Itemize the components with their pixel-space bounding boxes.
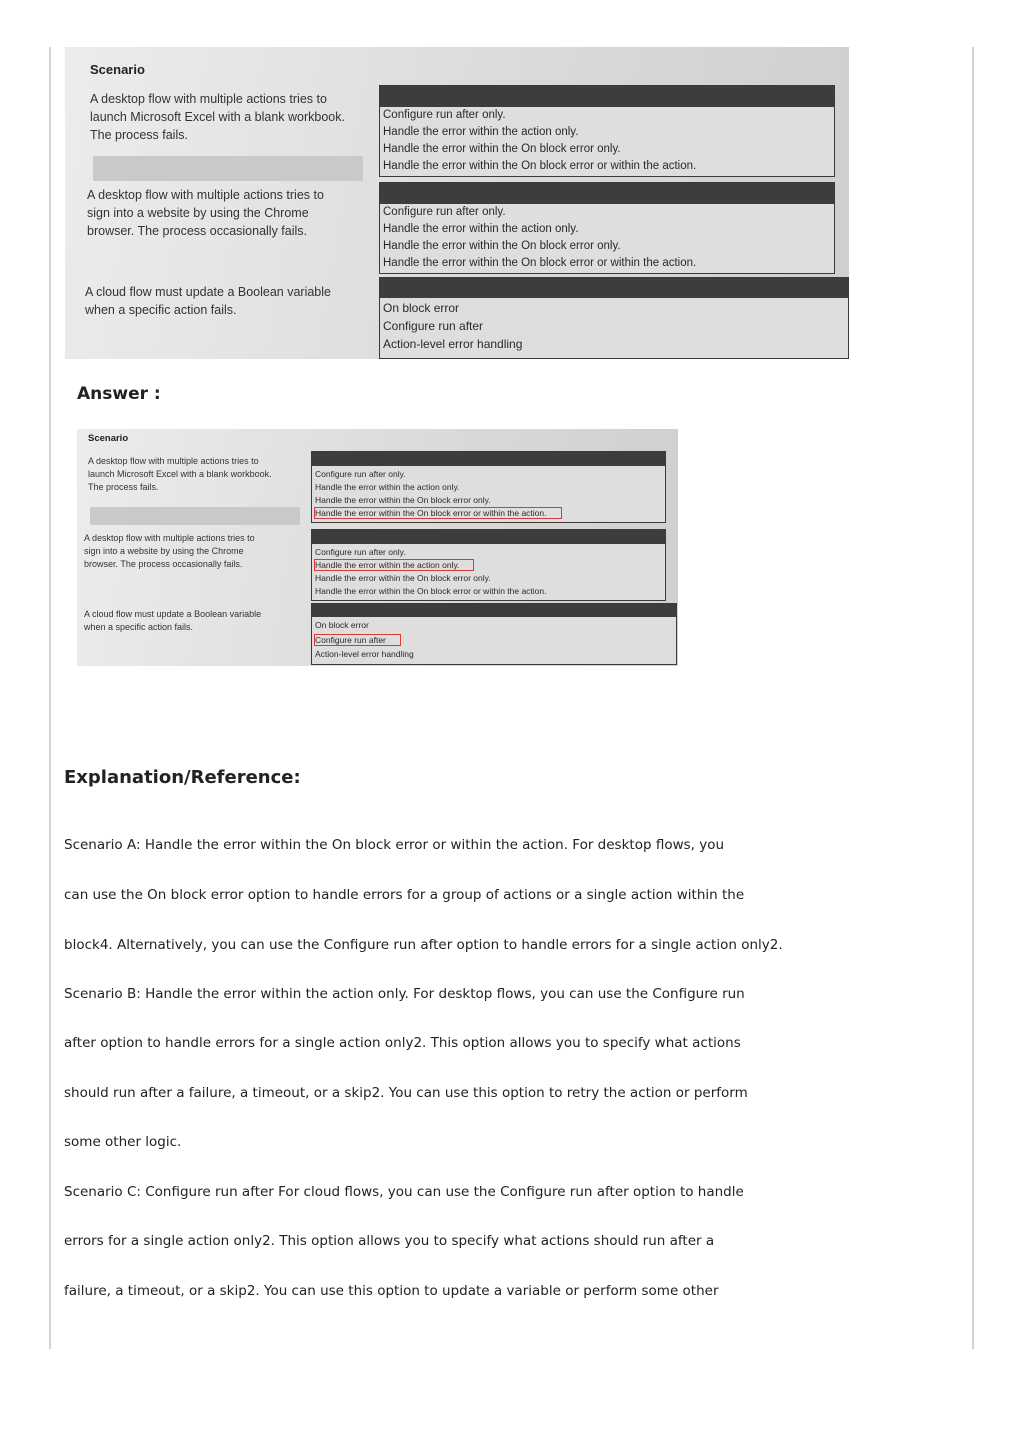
scenario-dropdown[interactable] xyxy=(379,277,849,359)
dropdown-option[interactable]: Handle the error within the On block error only. xyxy=(383,143,621,155)
dropdown-option[interactable]: Handle the error within the On block error or within the action. xyxy=(315,586,547,596)
explanation-line: Scenario A: Handle the error within the On block error or within the action. For desktop flows, you xyxy=(64,837,725,853)
explanation-line: failure, a timeout, or a skip2. You can use this option to update a variable or perform some other xyxy=(64,1283,719,1299)
dropdown-option[interactable]: Configure run after only. xyxy=(383,206,506,218)
dropdown-option[interactable]: Handle the error within the On block error or within the action. xyxy=(383,257,697,269)
dropdown-header xyxy=(380,86,834,107)
scenario-title: Scenario xyxy=(88,433,129,444)
answer-image xyxy=(77,429,678,666)
explanation-line: Scenario C: Configure run after For cloud flows, you can use the Configure run after option to handle xyxy=(64,1184,744,1200)
scenario-text: A desktop flow with multiple actions tries to sign into a website by using the Chrome browser. The process occasionally fails. xyxy=(84,533,255,569)
scenario-text: A desktop flow with multiple actions tries to sign into a website by using the Chrome browser. The process occasionally fails. xyxy=(87,188,324,238)
dropdown-header xyxy=(380,278,848,298)
explanation-line: can use the On block error option to handle errors for a group of actions or a single action within the xyxy=(64,887,745,903)
explanation-line: Scenario B: Handle the error within the action only. For desktop flows, you can use the Configure run xyxy=(64,986,745,1002)
explanation-line: some other logic. xyxy=(64,1134,182,1150)
dropdown-option[interactable]: Configure run after only. xyxy=(315,469,406,479)
dropdown-option[interactable]: Handle the error within the On block error only. xyxy=(383,240,621,252)
selected-option[interactable]: Handle the error within the On block error or within the action. xyxy=(315,508,561,518)
dropdown-header xyxy=(380,183,834,204)
dropdown-option[interactable]: Configure run after only. xyxy=(315,547,406,557)
scenario-text: A cloud flow must update a Boolean variable when a specific action fails. xyxy=(84,609,262,632)
dropdown-header xyxy=(312,530,665,544)
dropdown-header xyxy=(312,604,676,617)
answer-slot xyxy=(90,507,300,525)
dropdown-option[interactable]: Configure run after xyxy=(383,319,484,333)
scenario-text: A desktop flow with multiple actions tries to launch Microsoft Excel with a blank workbook. The process fails. xyxy=(90,92,345,142)
answer-label: Answer : xyxy=(77,384,161,404)
dropdown-option[interactable]: Handle the error within the On block error only. xyxy=(315,573,491,583)
scenario-dropdown[interactable] xyxy=(379,182,835,274)
dropdown-option[interactable]: On block error xyxy=(383,301,460,315)
dropdown-option[interactable]: Handle the error within the action only. xyxy=(383,126,579,138)
dropdown-option[interactable]: Action-level error handling xyxy=(383,337,523,351)
scenario-text: A desktop flow with multiple actions tries to launch Microsoft Excel with a blank workbook. The process fails. xyxy=(88,456,272,492)
dropdown-option[interactable]: Handle the error within the action only. xyxy=(383,223,579,235)
scenario-dropdown[interactable] xyxy=(311,603,677,665)
explanation-line: block4. Alternatively, you can use the Configure run after option to handle errors for a single action only2. xyxy=(64,937,783,953)
explanation-line: should run after a failure, a timeout, or a skip2. You can use this option to retry the action or perform xyxy=(64,1085,748,1101)
dropdown-option[interactable]: Handle the error within the On block error or within the action. xyxy=(383,160,697,172)
question-image xyxy=(65,47,849,359)
explanation-heading: Explanation/Reference: xyxy=(64,767,301,788)
scenario-dropdown[interactable] xyxy=(311,529,666,601)
explanation-line: errors for a single action only2. This option allows you to specify what actions should run after a xyxy=(64,1233,715,1249)
dropdown-option[interactable]: On block error xyxy=(315,620,369,630)
dropdown-option[interactable]: Action-level error handling xyxy=(315,649,414,659)
answer-slot xyxy=(93,156,363,181)
dropdown-option[interactable]: Handle the error within the On block error only. xyxy=(315,495,491,505)
scenario-dropdown[interactable] xyxy=(311,451,666,523)
dropdown-header xyxy=(312,452,665,466)
dropdown-option[interactable]: Handle the error within the action only. xyxy=(315,482,460,492)
scenario-text: A cloud flow must update a Boolean variable when a specific action fails. xyxy=(85,285,331,317)
selected-option[interactable]: Configure run after xyxy=(315,635,400,645)
selected-option[interactable]: Handle the error within the action only. xyxy=(315,560,473,570)
dropdown-option[interactable]: Configure run after only. xyxy=(383,109,506,121)
explanation-line: after option to handle errors for a single action only2. This option allows you to specify what actions xyxy=(64,1035,741,1051)
scenario-title: Scenario xyxy=(90,62,145,77)
scenario-dropdown[interactable] xyxy=(379,85,835,177)
